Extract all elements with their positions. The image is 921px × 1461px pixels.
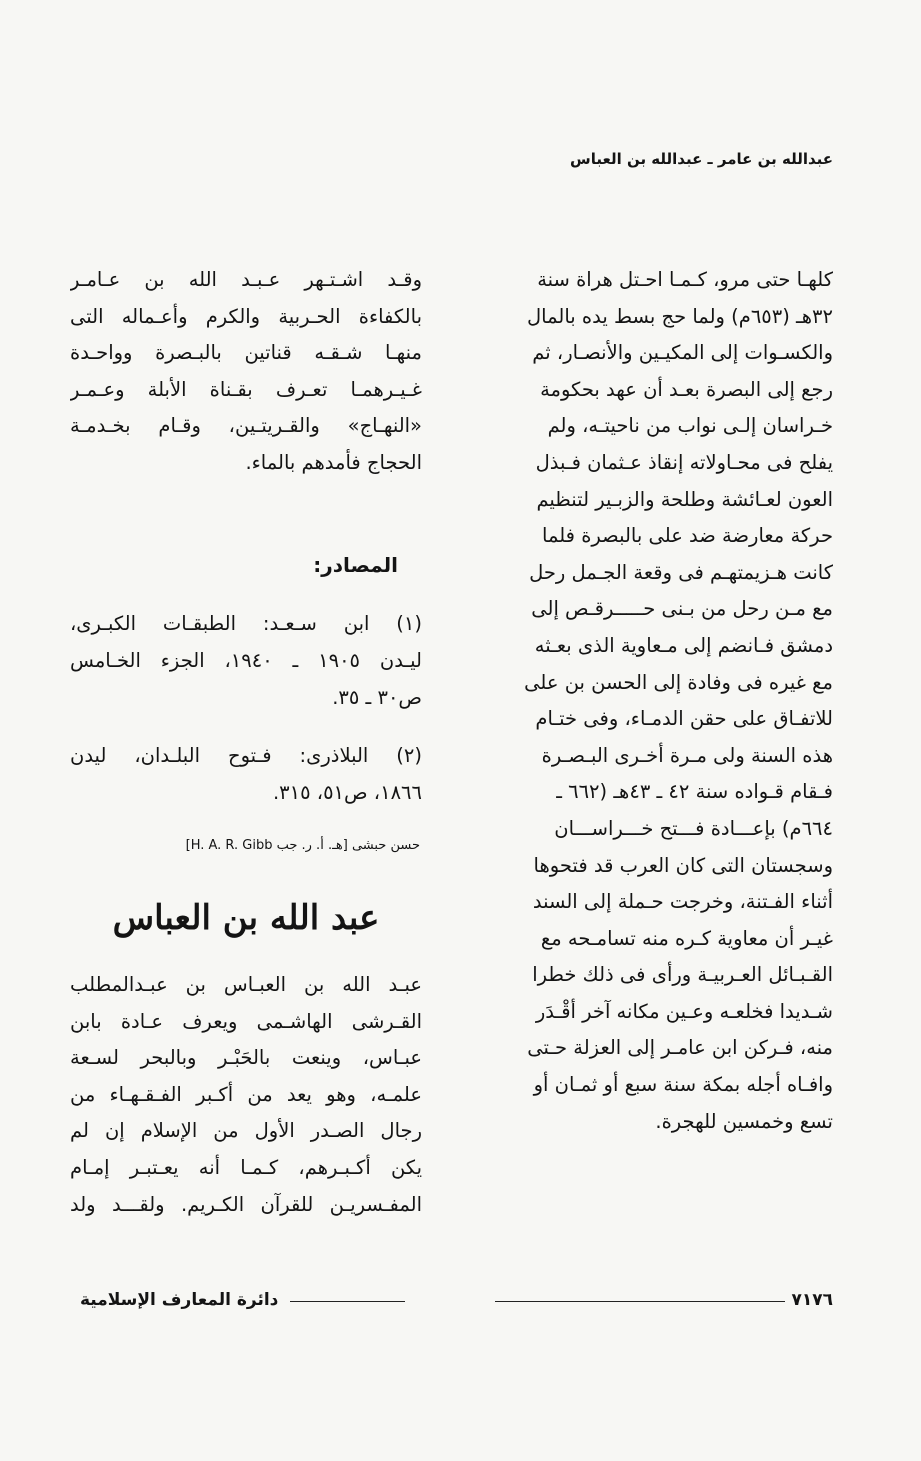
text-line: ١٨٦٦، ص٥١، ٣١٥. bbox=[272, 781, 422, 804]
text-line: عبـد الله بن العبـاس بن عبـدالمطلب bbox=[70, 973, 422, 996]
text-line: فـقام قـواده سنة ٤٢ ـ ٤٣هـ (٦٦٢ ـ bbox=[556, 780, 833, 804]
text-line: عبـاس، وينعت بالحَبْـر وبالبحر لسـعة bbox=[70, 1046, 422, 1070]
text-line: وافـاه أجله بمكة سنة سبع أو ثمـان أو bbox=[533, 1073, 833, 1097]
text-line: الحجاج فأمدهم بالماء. bbox=[245, 450, 422, 474]
text-line: منه، فـركن ابن عامـر إلى العزلة حـتى bbox=[527, 1036, 833, 1060]
article-title: عبد الله بن العباس bbox=[112, 898, 380, 938]
text-line: حركة معارضة ضد على بالبصرة فلما bbox=[542, 524, 833, 548]
text-line: العون لعـائشة وطلحة والزبـير لتنظيم bbox=[536, 487, 833, 511]
footer-rule bbox=[495, 1301, 785, 1302]
text-line: «النهـاج» والقـريتـين، وقـام بخـدمـة bbox=[70, 414, 422, 438]
author-signature: حسن حبشى [هـ. أ. ر. جب H. A. R. Gibb] bbox=[185, 838, 420, 853]
left-column-top bbox=[70, 262, 422, 482]
publication-title: دائرة المعارف الإسلامية bbox=[80, 1290, 279, 1310]
text-line: غـيـرهمـا تعـرف بقـناة الأبلة وعـمـر bbox=[70, 377, 422, 401]
text-line: دمشق فـانضم إلى مـعاوية الذى بعـثه bbox=[534, 633, 833, 657]
article-body bbox=[70, 967, 422, 1223]
footer-rule bbox=[290, 1301, 405, 1302]
text-line: والكسـوات إلى المكيـين والأنصـار، ثم bbox=[532, 341, 833, 365]
text-line: خـراسان إلـى نواب من ناحيتـه، ولم bbox=[547, 414, 833, 438]
text-line: كلهـا حتى مرو، كـمـا احـتل هراة سنة bbox=[537, 268, 833, 291]
text-line: هذه السنة ولى مـرة أخـرى البـصـرة bbox=[541, 743, 833, 767]
text-line: (١) ابن سـعـد: الطبقـات الكبـرى، bbox=[70, 612, 422, 635]
text-line: شـديدا فخلعـه وعـين مكانه آخر أقْـدَر bbox=[535, 999, 833, 1023]
text-line: يكن أكـبـرهم، كـمـا أنه يعـتبـر إمـام bbox=[70, 1155, 422, 1179]
right-column bbox=[455, 262, 833, 1140]
text-line: كانت هـزيمتهـم فى وقعة الجـمل رحل bbox=[529, 560, 833, 584]
text-line: مع مـن رحل من بـنى حـــــرقـص إلى bbox=[531, 597, 833, 621]
text-line: رجال الصـدر الأول من الإسلام إن لم bbox=[70, 1119, 422, 1143]
source-item bbox=[70, 605, 422, 716]
text-line: تسع وخمسين للهجرة. bbox=[655, 1109, 833, 1133]
text-line: أثناء الفـتنة، وخرجت حـملة إلى السند bbox=[532, 890, 833, 914]
text-line: القـبـائل العـربيـة ورأى فى ذلك خطرا bbox=[532, 963, 833, 987]
text-line: وسجستان التى كان العرب قد فتحوها bbox=[533, 853, 833, 877]
text-line: للاتفـاق على حقن الدمـاء، وفى ختـام bbox=[535, 707, 833, 731]
text-line: بالكفاءة الحـربية والكرم وأعـماله التى bbox=[70, 304, 422, 328]
text-line: ص٣٠ ـ ٣٥. bbox=[332, 686, 422, 709]
text-line: القـرشى الهاشـمى ويعرف عـادة بابن bbox=[70, 1009, 422, 1033]
text-line: (٢) البلاذرى: فـتوح البلـدان، ليدن bbox=[70, 744, 422, 767]
text-line: يفلح فى محـاولاته إنقاذ عـثمان فـبذل bbox=[535, 450, 833, 474]
text-line: رجع إلى البصرة بعـد أن عهد بحكومة bbox=[540, 377, 833, 401]
text-line: المفـسريـن للقرآن الكـريم. ولقـــد ولد bbox=[70, 1192, 422, 1216]
text-line: ٣٢هـ (٦٥٣م) ولما حج بسط يده بالمال bbox=[527, 304, 833, 328]
sources-heading: المصادر: bbox=[313, 553, 398, 577]
text-line: ٦٦٤م) بإعـــادة فـــتح خـــراســـان bbox=[554, 816, 833, 840]
source-item bbox=[70, 737, 422, 811]
text-line: وقـد اشـتـهر عـبـد الله بن عـامـر bbox=[70, 268, 422, 291]
page-number: ٧١٧٦ bbox=[791, 1290, 833, 1310]
running-header: عبدالله بن عامر ـ عبدالله بن العباس bbox=[570, 150, 833, 168]
text-line: علمـه، وهو يعد من أكـبر الفـقـهـاء من bbox=[70, 1082, 422, 1106]
text-line: ليـدن ١٩٠٥ ـ ١٩٤٠، الجزء الخـامس bbox=[70, 649, 422, 672]
text-line: منهـا شـقـه قناتين بالبـصرة وواحـدة bbox=[70, 341, 422, 365]
text-line: غيـر أن معاوية كـره منه تسامـحه مع bbox=[540, 926, 833, 950]
text-line: مع غيره فى وفادة إلى الحسن بن على bbox=[524, 670, 833, 694]
